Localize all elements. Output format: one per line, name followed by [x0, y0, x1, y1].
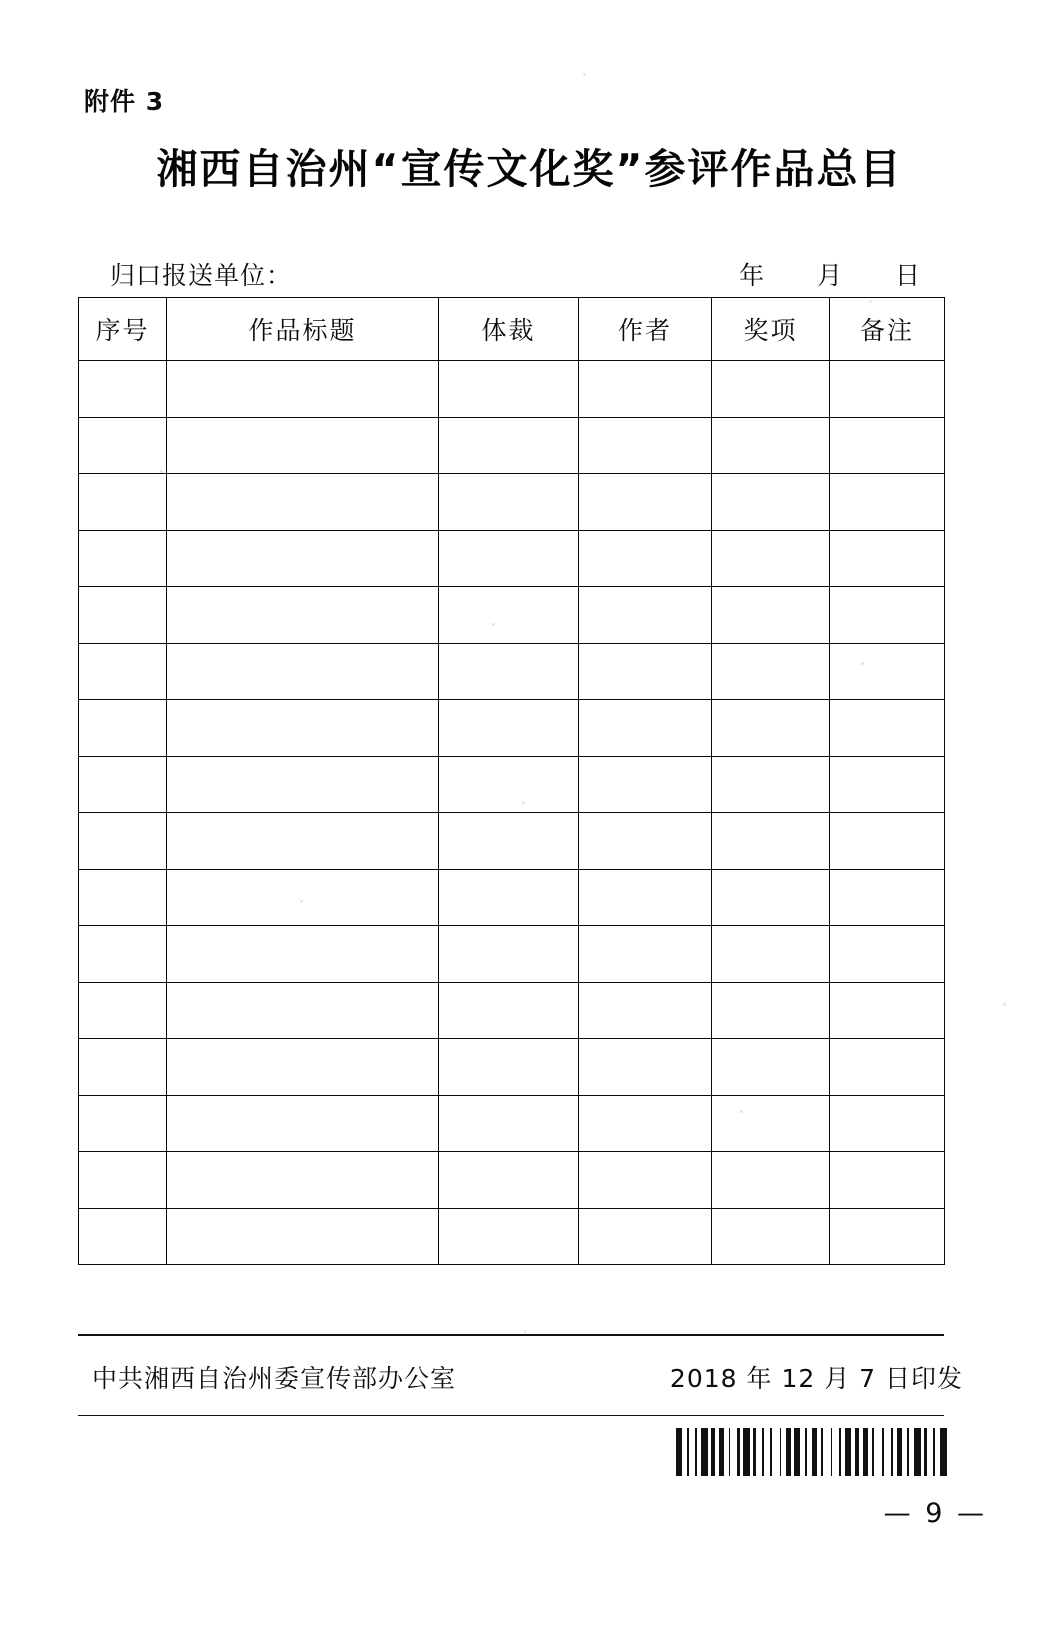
table-row [79, 474, 945, 531]
attachment-label: 附件 3 [84, 87, 165, 116]
barcode-bar [824, 1428, 829, 1476]
table-cell[interactable] [79, 926, 167, 983]
table-cell[interactable] [830, 587, 945, 644]
barcode-bar [869, 1428, 871, 1476]
table-row [79, 1208, 945, 1265]
barcode-bar [852, 1428, 854, 1476]
barcode-bar [701, 1428, 707, 1476]
table-cell[interactable] [439, 1152, 579, 1209]
barcode-bar [805, 1428, 807, 1476]
table-cell[interactable] [79, 587, 167, 644]
table-row [79, 982, 945, 1039]
column-header-author: 作者 [579, 298, 712, 361]
barcode-bar [725, 1428, 728, 1476]
barcode-bar [687, 1428, 689, 1476]
barcode-bar [729, 1428, 731, 1476]
barcode-bar [833, 1428, 837, 1476]
year-label: 年 [739, 261, 766, 290]
table-body [79, 361, 945, 1265]
table-cell[interactable] [712, 1095, 830, 1152]
scan-speckle [522, 801, 525, 804]
table-cell[interactable] [79, 756, 167, 813]
barcode-bar [695, 1428, 697, 1476]
table-cell[interactable] [830, 361, 945, 418]
table-cell[interactable] [830, 869, 945, 926]
table-row [79, 643, 945, 700]
barcode-bar [770, 1428, 773, 1476]
barcode-bar [891, 1428, 894, 1476]
barcode-bar [782, 1428, 785, 1476]
footer-issuer: 中共湘西自治州委宣传部办公室 [92, 1364, 457, 1393]
barcode-bar [690, 1428, 694, 1476]
barcode-bar [743, 1428, 749, 1476]
scan-speckle [492, 623, 495, 626]
table-cell[interactable] [579, 1039, 712, 1096]
table-cell[interactable] [439, 869, 579, 926]
barcode-bar [818, 1428, 820, 1476]
table-cell[interactable] [579, 474, 712, 531]
barcode-bar [875, 1428, 881, 1476]
page-title: 湘西自治州“宣传文化奖”参评作品总目 [156, 145, 903, 193]
barcode-bar [716, 1428, 718, 1476]
table-cell[interactable] [79, 530, 167, 587]
barcode-bar [928, 1428, 932, 1476]
footer-divider-bottom [78, 1415, 944, 1416]
barcode-bar [751, 1428, 753, 1476]
table-cell[interactable] [79, 474, 167, 531]
barcode-bar [812, 1428, 816, 1476]
reporting-unit-label: 归口报送单位： [110, 261, 293, 290]
table-cell[interactable] [439, 756, 579, 813]
barcode-bar [753, 1428, 756, 1476]
table-cell[interactable] [579, 530, 712, 587]
footer-divider-top [78, 1334, 944, 1336]
table-cell[interactable] [439, 700, 579, 757]
barcode-bar [872, 1428, 875, 1476]
table-cell[interactable] [439, 1095, 579, 1152]
table-cell[interactable] [830, 926, 945, 983]
table-cell[interactable] [579, 700, 712, 757]
table-cell[interactable] [830, 756, 945, 813]
table-cell[interactable] [167, 756, 439, 813]
barcode-bar [757, 1428, 761, 1476]
table-cell[interactable] [579, 1095, 712, 1152]
scan-speckle [583, 73, 586, 76]
table-cell[interactable] [830, 643, 945, 700]
table-cell[interactable] [579, 756, 712, 813]
table-cell[interactable] [579, 1152, 712, 1209]
table-row [79, 926, 945, 983]
table-row [79, 1095, 945, 1152]
table-cell[interactable] [79, 417, 167, 474]
barcode-bar [792, 1428, 794, 1476]
barcode-bar [924, 1428, 927, 1476]
table-cell[interactable] [439, 982, 579, 1039]
barcode-bar [936, 1428, 939, 1476]
scan-speckle [1003, 1003, 1006, 1006]
barcode-bar [801, 1428, 804, 1476]
column-header-note: 备注 [830, 298, 945, 361]
table-cell[interactable] [79, 813, 167, 870]
table-cell[interactable] [579, 869, 712, 926]
table-cell[interactable] [167, 1039, 439, 1096]
table-cell[interactable] [439, 1039, 579, 1096]
barcode-bar [845, 1428, 851, 1476]
barcode-bar [780, 1428, 782, 1476]
table-cell[interactable] [79, 1095, 167, 1152]
barcode-bar [741, 1428, 743, 1476]
date-fields [739, 256, 921, 292]
scan-speckle [300, 900, 303, 903]
table-cell[interactable] [167, 1208, 439, 1265]
table-cell[interactable] [579, 361, 712, 418]
scan-speckle [740, 1110, 743, 1113]
table-cell[interactable] [167, 1152, 439, 1209]
table-row [79, 1152, 945, 1209]
table-row [79, 813, 945, 870]
table-cell[interactable] [712, 982, 830, 1039]
table-cell[interactable] [830, 1039, 945, 1096]
table-cell[interactable] [79, 361, 167, 418]
barcode-bar [731, 1428, 735, 1476]
table-cell[interactable] [79, 982, 167, 1039]
scan-speckle [869, 300, 872, 303]
table-cell[interactable] [712, 1039, 830, 1096]
column-header-genre: 体裁 [439, 298, 579, 361]
table-cell[interactable] [439, 587, 579, 644]
table-cell[interactable] [167, 361, 439, 418]
scan-speckle [524, 1330, 527, 1333]
table-cell[interactable] [579, 587, 712, 644]
table-cell[interactable] [167, 869, 439, 926]
table-cell[interactable] [167, 474, 439, 531]
barcode-bar [842, 1428, 844, 1476]
column-header-award: 奖项 [712, 298, 830, 361]
table-cell[interactable] [167, 1095, 439, 1152]
table-cell[interactable] [439, 474, 579, 531]
table-cell[interactable] [79, 1039, 167, 1096]
barcode-bar [762, 1428, 764, 1476]
table-cell[interactable] [712, 361, 830, 418]
footer-issue-date: 2018 年 12 月 7 日印发 [669, 1364, 963, 1393]
table-row [79, 530, 945, 587]
table-cell[interactable] [830, 1152, 945, 1209]
scan-speckle [160, 470, 163, 473]
meta-row [110, 256, 965, 290]
table-cell[interactable] [712, 417, 830, 474]
table-cell[interactable] [167, 643, 439, 700]
column-header-index: 序号 [79, 298, 167, 361]
table-cell[interactable] [167, 813, 439, 870]
barcode-bar [885, 1428, 889, 1476]
works-table [78, 297, 945, 1265]
table-cell[interactable] [830, 530, 945, 587]
table-row [79, 361, 945, 418]
table-cell[interactable] [579, 813, 712, 870]
month-label: 月 [817, 261, 844, 290]
table-cell[interactable] [830, 700, 945, 757]
barcode-bar [897, 1428, 902, 1476]
table-cell[interactable] [712, 587, 830, 644]
table-cell[interactable] [79, 1152, 167, 1209]
table-cell[interactable] [830, 1208, 945, 1265]
barcode-bar [933, 1428, 935, 1476]
table-cell[interactable] [579, 982, 712, 1039]
barcode-bar [709, 1428, 711, 1476]
barcode-bar [860, 1428, 863, 1476]
barcode-bar [839, 1428, 842, 1476]
table-cell[interactable] [712, 643, 830, 700]
table-cell[interactable] [830, 813, 945, 870]
barcode-bar [698, 1428, 701, 1476]
table-header-row [79, 298, 945, 361]
table-cell[interactable] [830, 474, 945, 531]
table-cell[interactable] [712, 474, 830, 531]
table-cell[interactable] [579, 926, 712, 983]
table-cell[interactable] [79, 643, 167, 700]
table-cell[interactable] [79, 869, 167, 926]
table-cell[interactable] [167, 587, 439, 644]
table-cell[interactable] [439, 643, 579, 700]
table-cell[interactable] [439, 361, 579, 418]
table-row [79, 1039, 945, 1096]
table-cell[interactable] [712, 756, 830, 813]
table-row [79, 700, 945, 757]
barcode-bar [808, 1428, 812, 1476]
table-cell[interactable] [167, 530, 439, 587]
barcode-bar [910, 1428, 914, 1476]
table-cell[interactable] [712, 700, 830, 757]
barcode-bar [773, 1428, 778, 1476]
barcode-bar [894, 1428, 896, 1476]
table-cell[interactable] [830, 982, 945, 1039]
barcode-bar [914, 1428, 920, 1476]
barcode [676, 1428, 948, 1476]
table-cell[interactable] [167, 417, 439, 474]
table-cell[interactable] [439, 813, 579, 870]
table-cell[interactable] [830, 417, 945, 474]
table-row [79, 417, 945, 474]
barcode-bar [940, 1428, 947, 1476]
barcode-bar [882, 1428, 884, 1476]
table-cell[interactable] [79, 700, 167, 757]
barcode-bar [683, 1428, 686, 1476]
table-cell[interactable] [712, 1208, 830, 1265]
table-cell[interactable] [167, 700, 439, 757]
barcode-bar [737, 1428, 740, 1476]
barcode-bar [831, 1428, 833, 1476]
page-number: — 9 — [883, 1498, 987, 1529]
table-cell[interactable] [167, 926, 439, 983]
barcode-bar [821, 1428, 824, 1476]
barcode-bar [863, 1428, 867, 1476]
table-row [79, 869, 945, 926]
barcode-bar [855, 1428, 859, 1476]
table-cell[interactable] [79, 1208, 167, 1265]
table-cell[interactable] [712, 1152, 830, 1209]
scan-speckle [861, 662, 864, 665]
table-cell[interactable] [579, 1208, 712, 1265]
table-cell[interactable] [579, 417, 712, 474]
table-cell[interactable] [439, 417, 579, 474]
barcode-bar [794, 1428, 800, 1476]
table-cell[interactable] [712, 869, 830, 926]
barcode-bar [711, 1428, 715, 1476]
table-row [79, 756, 945, 813]
column-header-title: 作品标题 [167, 298, 439, 361]
table-cell[interactable] [439, 1208, 579, 1265]
barcode-bar [903, 1428, 906, 1476]
table-cell[interactable] [579, 643, 712, 700]
table-cell[interactable] [712, 813, 830, 870]
barcode-bar [676, 1428, 682, 1476]
day-label: 日 [894, 261, 921, 290]
barcode-bar [765, 1428, 769, 1476]
barcode-bar [719, 1428, 724, 1476]
table-cell[interactable] [439, 926, 579, 983]
table-cell[interactable] [712, 926, 830, 983]
table-cell[interactable] [830, 1095, 945, 1152]
barcode-bar [922, 1428, 924, 1476]
barcode-bar [907, 1428, 909, 1476]
table-cell[interactable] [712, 530, 830, 587]
table-cell[interactable] [439, 530, 579, 587]
table-cell[interactable] [167, 982, 439, 1039]
table-row [79, 587, 945, 644]
barcode-bar [786, 1428, 790, 1476]
